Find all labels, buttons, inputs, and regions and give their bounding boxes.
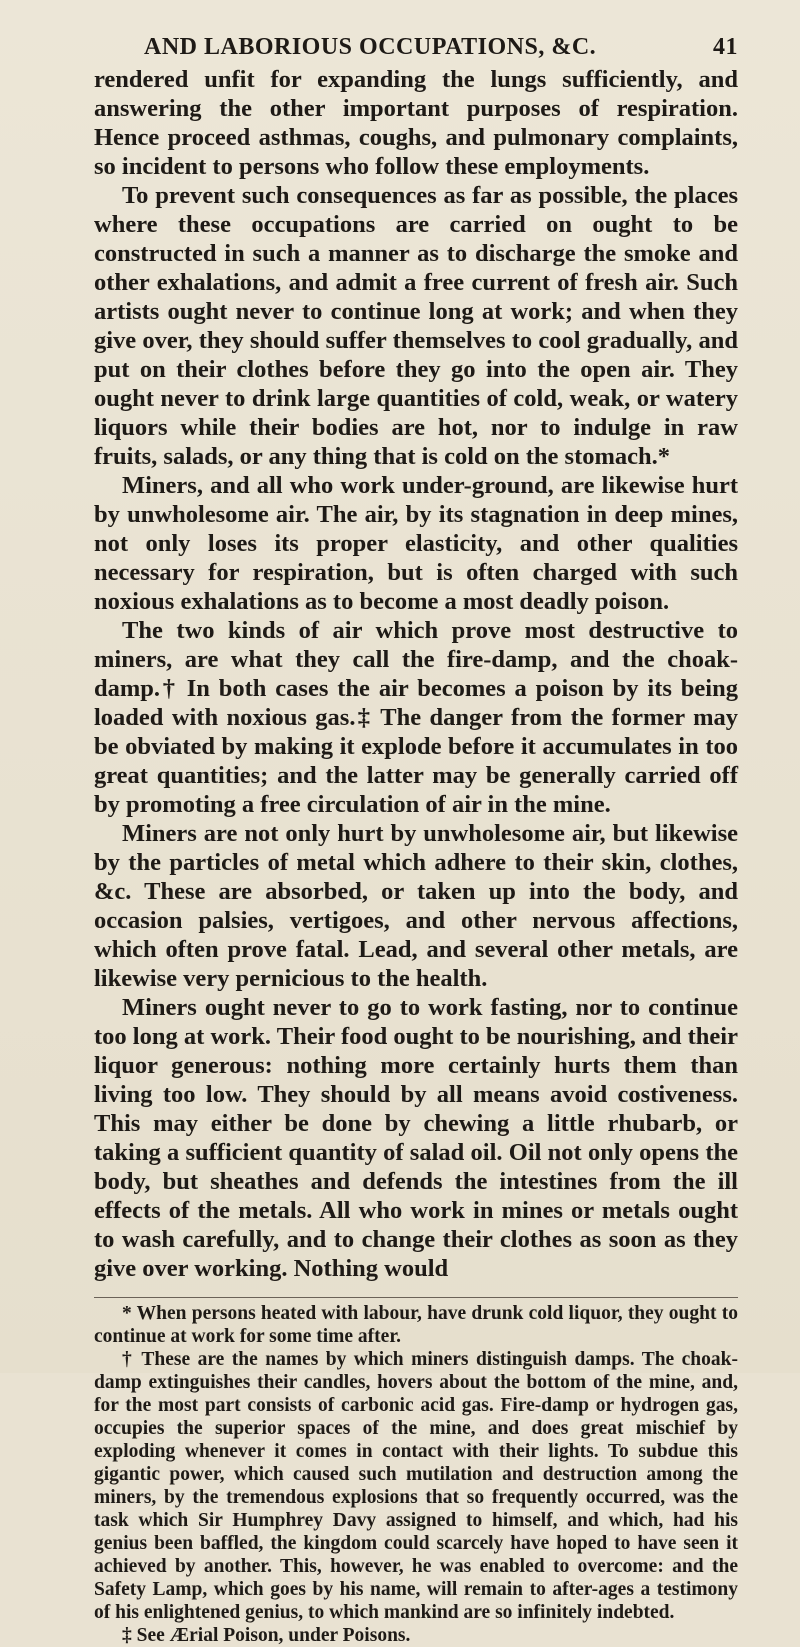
page-number: 41 [713,34,738,60]
footnote: ‡ See Ærial Poison, under Poisons. [122,1625,411,1646]
footnote-divider [94,1297,738,1298]
footnote: † These are the names by which miners distinguish damps. The choak-damp extinguishes their candles, hovers about the bottom of the mine, and, for the most part consists of carbonic acid gas. Fire-damp or hydrogen gas, occupies the superior spaces of the mine, and does great mischief by exploding whenever it comes in contact with their lights. To subdue this gigantic power, which caused such mutilation and destruction among the miners, by the tremendous explosions that so frequently occurred, was the task which Sir Humphrey Davy assigned to himself, and which, had his genius been baffled, the kingdom could scarcely have hoped to have seen it achieved by another. This, however, he was enabled to overcome: and the Safety Lamp, which goes by his name, will remain to after-ages a testimony of his enlightened genius, to which mankind are so infinitely indebted. [94,1349,738,1623]
paragraph: Miners ought never to go to work fasting, nor to continue too long at work. Their food ought to be nourishing, and their liquor generous: nothing more certainly hurts them than living too low. They should by all means avoid costiveness. This may either be done by chewing a little rhubarb, or taking a sufficient quantity of salad oil. Oil not only opens the body, but sheathes and defends the intestines from the ill effects of the metals. All who work in mines or metals ought to wash carefully, and to change their clothes as soon as they give over working. Nothing would [94,994,738,1282]
running-header [144,34,738,61]
main-text [94,65,738,1283]
paragraph: The two kinds of air which prove most destructive to miners, are what they call the fire-damp, and the choak-damp.† In both cases the air becomes a poison by its being loaded with noxious gas.‡ The danger from the former may be obviated by making it explode before it accumulates in too great quantities; and the latter may be generally carried off by promoting a free circulation of air in the mine. [94,617,738,818]
paragraph: To prevent such consequences as far as possible, the places where these occupations are carried on ought to be constructed in such a manner as to discharge the smoke and other exhalations, and admit a free current of fresh air. Such artists ought never to continue long at work; and when they give over, they should suffer themselves to cool gradually, and put on their clothes before they go into the open air. They ought never to drink large quantities of cold, weak, or watery liquors while their bodies are hot, nor to indulge in raw fruits, salads, or any thing that is cold on the stomach.* [94,182,738,470]
running-title: AND LABORIOUS OCCUPATIONS, &C. [144,34,597,60]
paragraph: Miners are not only hurt by unwholesome air, but likewise by the particles of metal which adhere to their skin, clothes, &c. These are absorbed, or taken up into the body, and occasion palsies, vertigoes, and other nervous affections, which often prove fatal. Lead, and several other metals, are likewise very pernicious to the health. [94,820,738,992]
paragraph: rendered unfit for expanding the lungs sufficiently, and answering the other important purposes of respiration. Hence proceed asthmas, coughs, and pulmonary complaints, so incident to persons who follow these employments. [94,66,738,180]
footnotes [94,1302,738,1647]
paragraph: Miners, and all who work under-ground, are likewise hurt by unwholesome air. The air, by its stagnation in deep mines, not only loses its proper elasticity, and other qualities necessary for respiration, but is often charged with such noxious exhalations as to become a most deadly poison. [94,472,738,615]
footnote: * When persons heated with labour, have drunk cold liquor, they ought to continue at work for some time after. [94,1303,738,1347]
